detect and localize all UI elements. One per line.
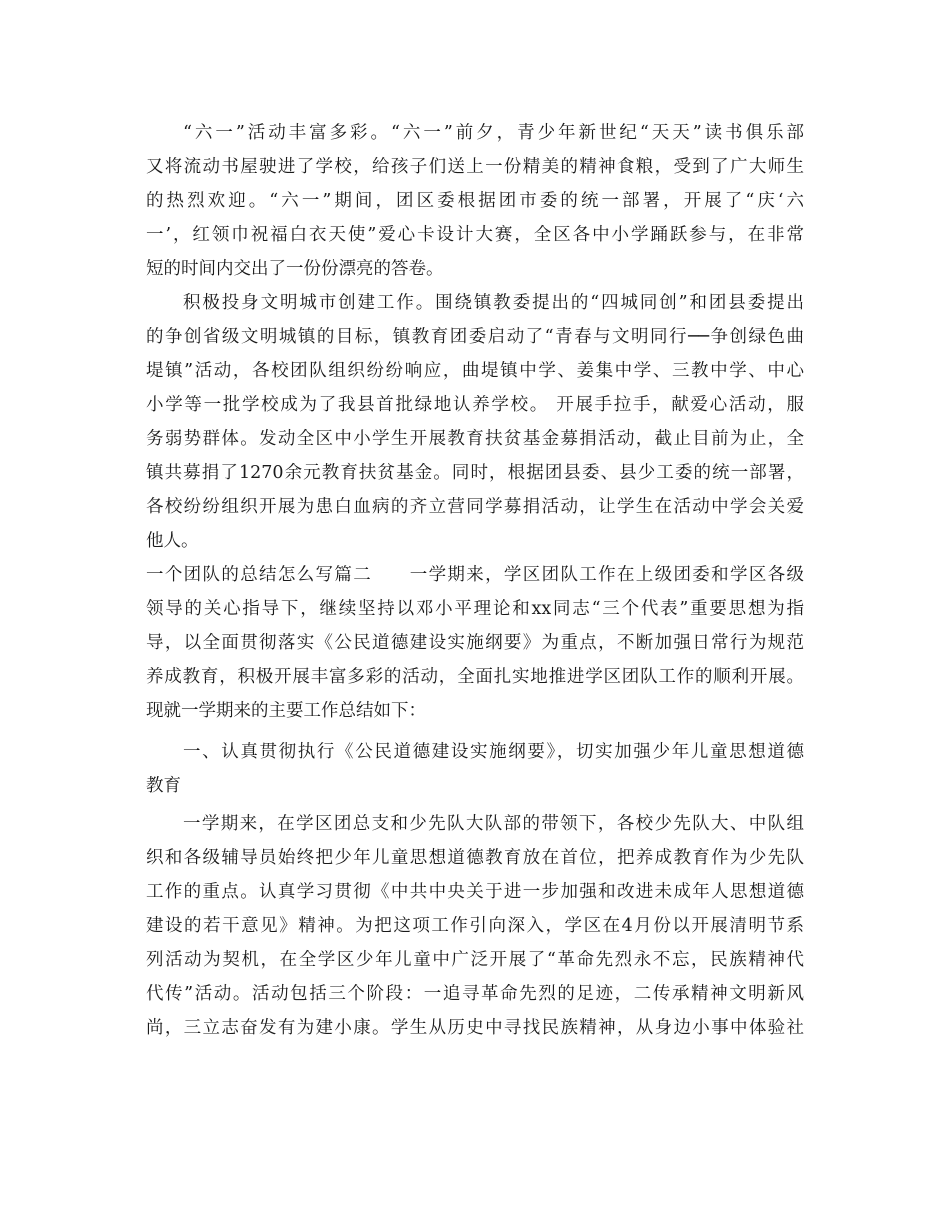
paragraph-line: 一’，红领巾祝福白衣天使”爱心卡设计大赛，全区各中小学踊跃参与，在非常 bbox=[146, 225, 804, 245]
paragraph-line: 现就一学期来的主要工作总结如下： bbox=[146, 701, 426, 721]
paragraph-line: 代传”活动。活动包括三个阶段：一追寻革命先烈的足迹，二传承精神文明新风 bbox=[146, 984, 804, 1004]
paragraph-line: 的热烈欢迎。“六一”期间，团区委根据团市委的统一部署，开展了“庆‘六 bbox=[146, 191, 804, 211]
paragraph-line: 工作的重点。认真学习贯彻《中共中央关于进一步加强和改进未成年人思想道德 bbox=[146, 882, 804, 902]
paragraph-line: 堤镇”活动，各校团队组织纷纷响应，曲堤镇中学、姜集中学、三教中学、中心 bbox=[146, 361, 804, 381]
paragraph-line: “六一”活动丰富多彩。“六一”前夕，青少年新世纪“天天”读书俱乐部 bbox=[183, 123, 804, 143]
paragraph-line: 建设的若干意见》精神。为把这项工作引向深入，学区在4月份以开展清明节系 bbox=[146, 916, 804, 936]
section-heading-line: 一个团队的总结怎么写篇二 一学期来，学区团队工作在上级团委和学区各级 bbox=[146, 565, 804, 585]
paragraph-line: 短的时间内交出了一份份漂亮的答卷。 bbox=[146, 259, 444, 279]
paragraph-line: 他人。 bbox=[146, 531, 199, 551]
paragraph-line: 一学期来，在学区团总支和少先队大队部的带领下，各校少先队大、中队组 bbox=[183, 814, 804, 834]
subheading-line: 一、认真贯彻执行《公民道德建设实施纲要》，切实加强少年儿童思想道德 bbox=[183, 742, 804, 762]
paragraph-line: 务弱势群体。发动全区中小学生开展教育扶贫基金募捐活动，截止目前为止，全 bbox=[146, 429, 804, 449]
paragraph-line: 又将流动书屋驶进了学校，给孩子们送上一份精美的精神食粮，受到了广大师生 bbox=[146, 157, 804, 177]
paragraph-line: 领导的关心指导下，继续坚持以邓小平理论和xx同志“三个代表”重要思想为指 bbox=[146, 599, 804, 619]
paragraph-line: 积极投身文明城市创建工作。围绕镇教委提出的“四城同创”和团县委提出 bbox=[183, 293, 804, 313]
paragraph-line: 织和各级辅导员始终把少年儿童思想道德教育放在首位，把养成教育作为少先队 bbox=[146, 848, 804, 868]
paragraph-line: 小学等一批学校成为了我县首批绿地认养学校。 开展手拉手，献爱心活动，服 bbox=[146, 395, 804, 415]
paragraph-line: 列活动为契机，在全学区少年儿童中广泛开展了“革命先烈永不忘，民族精神代 bbox=[146, 950, 804, 970]
paragraph-line: 的争创省级文明城镇的目标，镇教育团委启动了“青春与文明同行──争创绿色曲 bbox=[146, 327, 804, 347]
paragraph-line: 导，以全面贯彻落实《公民道德建设实施纲要》为重点，不断加强日常行为规范 bbox=[146, 633, 804, 653]
subheading-line: 教育 bbox=[146, 776, 181, 796]
paragraph-line: 镇共募捐了1270余元教育扶贫基金。同时，根据团县委、县少工委的统一部署， bbox=[146, 463, 804, 483]
paragraph-line: 尚，三立志奋发有为建小康。学生从历史中寻找民族精神，从身边小事中体验社 bbox=[146, 1018, 804, 1038]
paragraph-line: 各校纷纷组织开展为患白血病的齐立营同学募捐活动，让学生在活动中学会关爱 bbox=[146, 497, 804, 517]
paragraph-line: 养成教育，积极开展丰富多彩的活动，全面扎实地推进学区团队工作的顺利开展。 bbox=[146, 667, 804, 687]
